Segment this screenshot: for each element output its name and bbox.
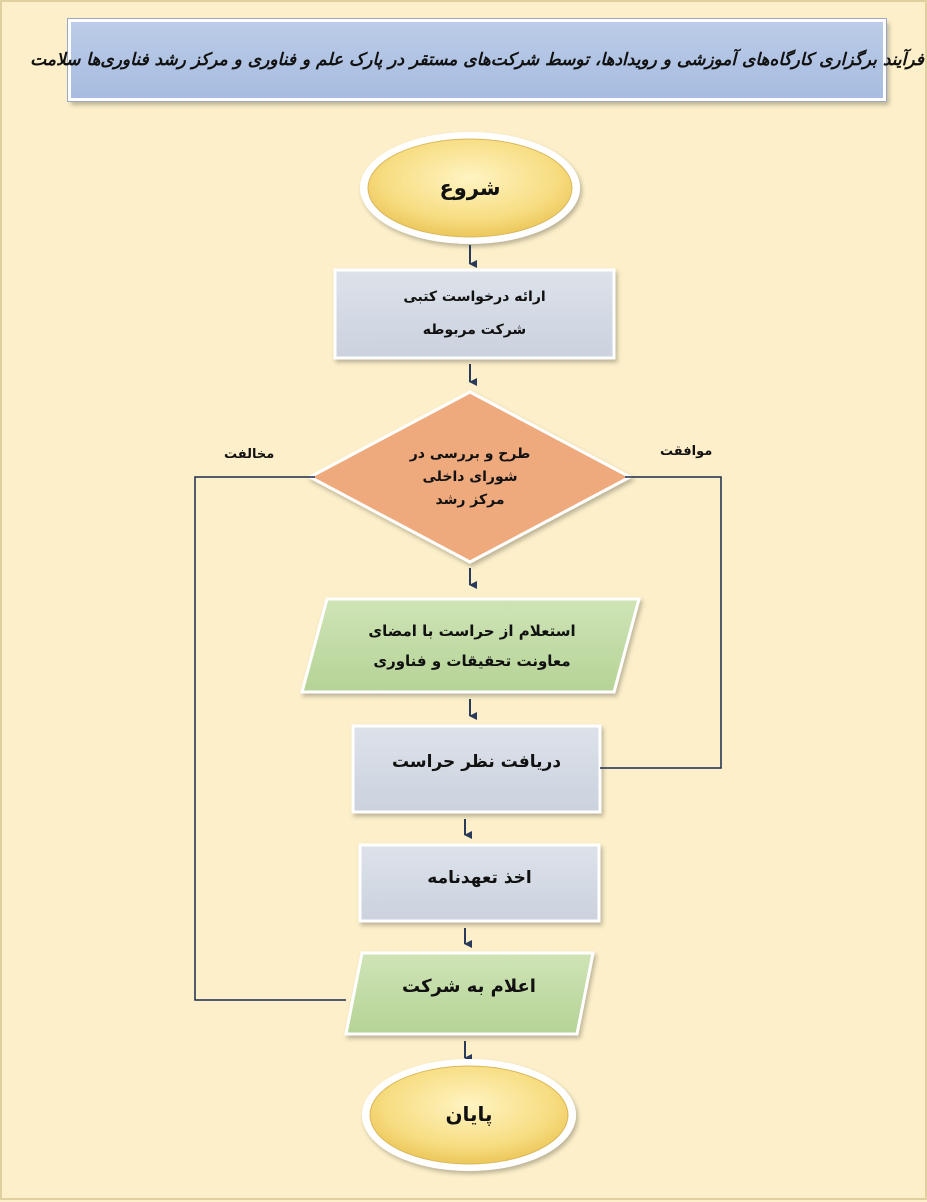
start-label: شروع [439, 176, 501, 200]
notify-label: اعلام به شرکت [402, 975, 536, 997]
review-label-line1: طرح و بررسی در [409, 445, 531, 462]
request-label-line2: شرکت مربوطه [422, 322, 527, 338]
approve-branch-label: موافقت [660, 444, 713, 459]
reject-branch-label: مخالفت [224, 447, 275, 462]
inquiry-label-line1: استعلام از حراست با امضای [368, 622, 576, 640]
inquiry-label-line2: معاونت تحقیقات و فناوری [373, 652, 571, 670]
request-label [338, 274, 611, 354]
review-label-line2: شورای داخلی [422, 468, 518, 485]
end-label: پایان [445, 1102, 493, 1126]
commitment-label: اخذ تعهدنامه [427, 868, 532, 888]
page-title: فرآیند برگزاری کارگاه‌های آموزشی و رویدادها، توسط شرکت‌های مستقر در پارک علم و فناوری و مرکز رشد فناوری‌ها سلامت [30, 50, 924, 70]
review-label [370, 432, 570, 522]
reject-branch-line [195, 477, 346, 1000]
security-opinion-label: دریافت نظر حراست [391, 752, 562, 772]
review-label-line3: مرکز رشد [435, 491, 505, 508]
inquiry-label [322, 607, 622, 685]
request-label-line1: ارائه درخواست کتبی [403, 289, 546, 305]
